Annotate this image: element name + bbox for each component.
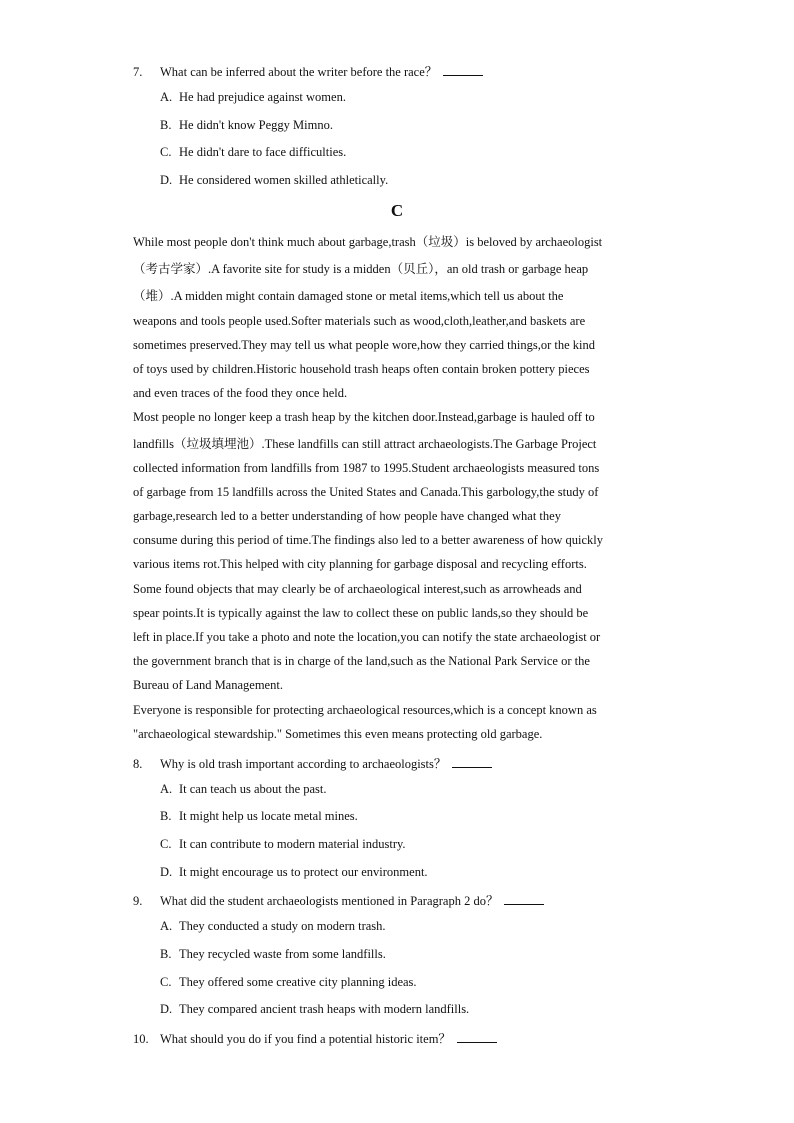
question-number: 7. [133,65,143,79]
passage-line: Bureau of Land Management. [133,678,283,693]
question-text: What should you do if you find a potential historic item？ [160,1032,451,1046]
q7-option-b[interactable]: B. He didn't know Peggy Mimno. [160,118,333,132]
passage-line: Everyone is responsible for protecting archaeological resources,which is a concept known as [133,702,597,717]
answer-blank[interactable] [443,74,483,76]
passage-line: Most people no longer keep a trash heap by the kitchen door.Instead,garbage is hauled off to [133,410,595,425]
answer-blank[interactable] [504,903,544,905]
passage-line: weapons and tools people used.Softer materials such as wood,cloth,leather,and baskets are [133,313,586,328]
passage-line: While most people don't think much about garbage,trash（垃圾）is beloved by archaeologist [133,235,603,249]
passage-line: of garbage from 15 landfills across the United States and Canada.This garbology,the study of [133,484,599,499]
question-text: What did the student archaeologists mentioned in Paragraph 2 do？ [160,894,499,908]
q8-option-c[interactable]: C. It can contribute to modern material industry. [160,837,406,851]
q8-option-d[interactable]: D. It might encourage us to protect our environment. [160,865,428,879]
question-number: 10. [133,1032,149,1046]
question-text: What can be inferred about the writer before the race？ [160,65,438,79]
section-title: C [390,201,404,220]
passage-line: consume during this period of time.The findings also led to a better awareness of how quickly [133,533,604,548]
passage-line: garbage,research led to a better understanding of how people have changed what they [133,509,561,524]
passage-line: sometimes preserved.They may tell us what people wore,how they carried things,or the kind [133,337,596,352]
passage-line: （考古学家）.A favorite site for study is a midden（贝丘），an old trash or garbage heap [133,262,589,277]
q7-option-a[interactable]: A. He had prejudice against women. [160,90,346,104]
answer-blank[interactable] [452,766,492,768]
question-number: 8. [133,757,143,771]
passage-line: spear points.It is typically against the law to collect these on public lands,so they should be [133,605,589,620]
question-10 [133,1029,497,1047]
question-8 [133,754,492,772]
passage-line: the government branch that is in charge of the land,such as the National Park Service or the [133,654,590,669]
passage-line: "archaeological stewardship." Sometimes this even means protecting old garbage. [133,726,543,741]
q9-option-c[interactable]: C. They offered some creative city planning ideas. [160,975,417,989]
answer-blank[interactable] [457,1041,497,1043]
q7-option-c[interactable]: C. He didn't dare to face difficulties. [160,145,347,159]
q9-option-d[interactable]: D. They compared ancient trash heaps with modern landfills. [160,1002,470,1016]
question-text: Why is old trash important according to archaeologists？ [160,757,447,771]
passage [133,230,661,746]
passage-line: and even traces of the food they once held. [133,386,348,401]
passage-line: Some found objects that may clearly be of archaeological interest,such as arrowheads and [133,581,582,596]
q9-option-a[interactable]: A. They conducted a study on modern trash. [160,919,386,933]
q7-option-d[interactable]: D. He considered women skilled athletically. [160,173,389,187]
passage-line: landfills（垃圾填埋池）.These landfills can still attract archaeologists.The Garbage Project [133,436,597,451]
question-7 [133,62,483,80]
q9-option-b[interactable]: B. They recycled waste from some landfills. [160,947,386,961]
passage-line: of toys used by children.Historic household trash heaps often contain broken pottery pieces [133,361,590,376]
q8-option-b[interactable]: B. It might help us locate metal mines. [160,809,358,823]
question-number: 9. [133,894,143,908]
passage-line: various items rot.This helped with city planning for garbage disposal and recycling efforts. [133,557,587,572]
passage-line: collected information from landfills from 1987 to 1995.Student archaeologists measured tons [133,460,600,475]
passage-line: （堆）.A midden might contain damaged stone or metal items,which tell us about the [133,289,564,304]
q8-option-a[interactable]: A. It can teach us about the past. [160,782,327,796]
question-9 [133,891,544,909]
passage-line: left in place.If you take a photo and note the location,you can notify the state archaeologist or [133,630,601,644]
